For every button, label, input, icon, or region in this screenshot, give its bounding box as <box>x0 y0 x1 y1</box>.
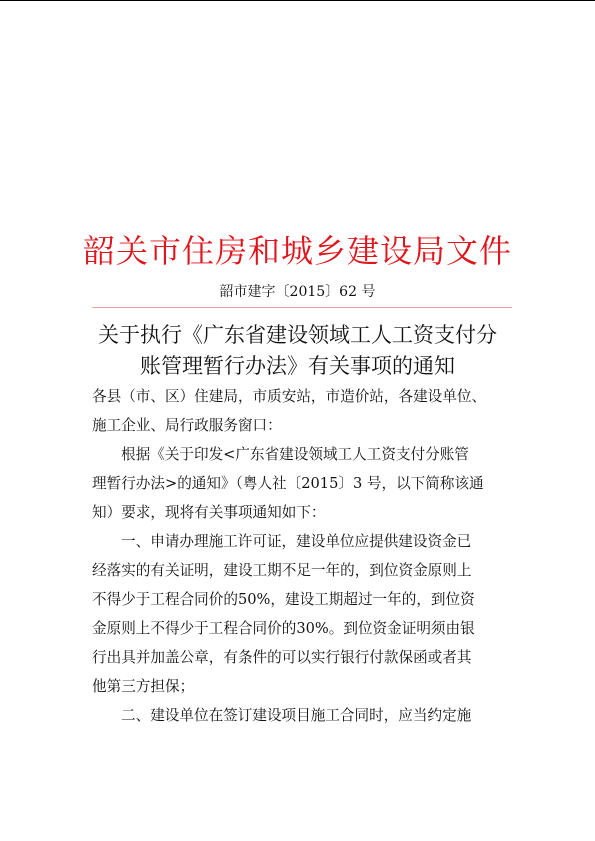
body-line-8: 不得少于工程合同价的50%，建设工期超过一年的，到位资 <box>92 591 475 608</box>
red-separator-line <box>92 307 512 308</box>
notice-title-line-1: 关于执行《广东省建设领域工人工资支付分 <box>98 323 497 347</box>
body-line-11: 他第三方担保； <box>92 678 195 695</box>
body-line-5: 知）要求，现将有关事项通知如下： <box>92 504 326 521</box>
page-top-border <box>0 0 595 1</box>
document-number: 韶市建字〔2015〕62 号 <box>219 284 376 300</box>
body-line-3: 根据《关于印发<广东省建设领域工人工资支付分账管 <box>121 446 469 463</box>
body-line-6: 一、申请办理施工许可证，建设单位应提供建设资金已 <box>121 533 472 550</box>
body-line-9: 金原则上不得少于工程合同价的30%。到位资金证明须由银 <box>92 620 475 637</box>
body-line-1: 各县（市、区）住建局，市质安站，市造价站，各建设单位、 <box>92 388 487 405</box>
body-line-12: 二、建设单位在签订建设项目施工合同时，应当约定施 <box>121 707 472 724</box>
body-line-10: 行出具并加盖公章，有条件的可以实行银行付款保函或者其 <box>92 649 472 666</box>
body-line-2: 施工企业、局行政服务窗口： <box>92 417 282 434</box>
letterhead-title: 韶关市住房和城乡建设局文件 <box>82 232 512 270</box>
notice-title <box>80 320 515 382</box>
notice-body <box>92 382 516 730</box>
body-line-4: 理暂行办法>的通知》（粤人社〔2015〕3 号，以下简称该通 <box>92 475 484 492</box>
notice-title-line-2: 账管理暂行办法》有关事项的通知 <box>140 354 455 378</box>
body-line-7: 经落实的有关证明，建设工期不足一年的，到位资金原则上 <box>92 562 472 579</box>
